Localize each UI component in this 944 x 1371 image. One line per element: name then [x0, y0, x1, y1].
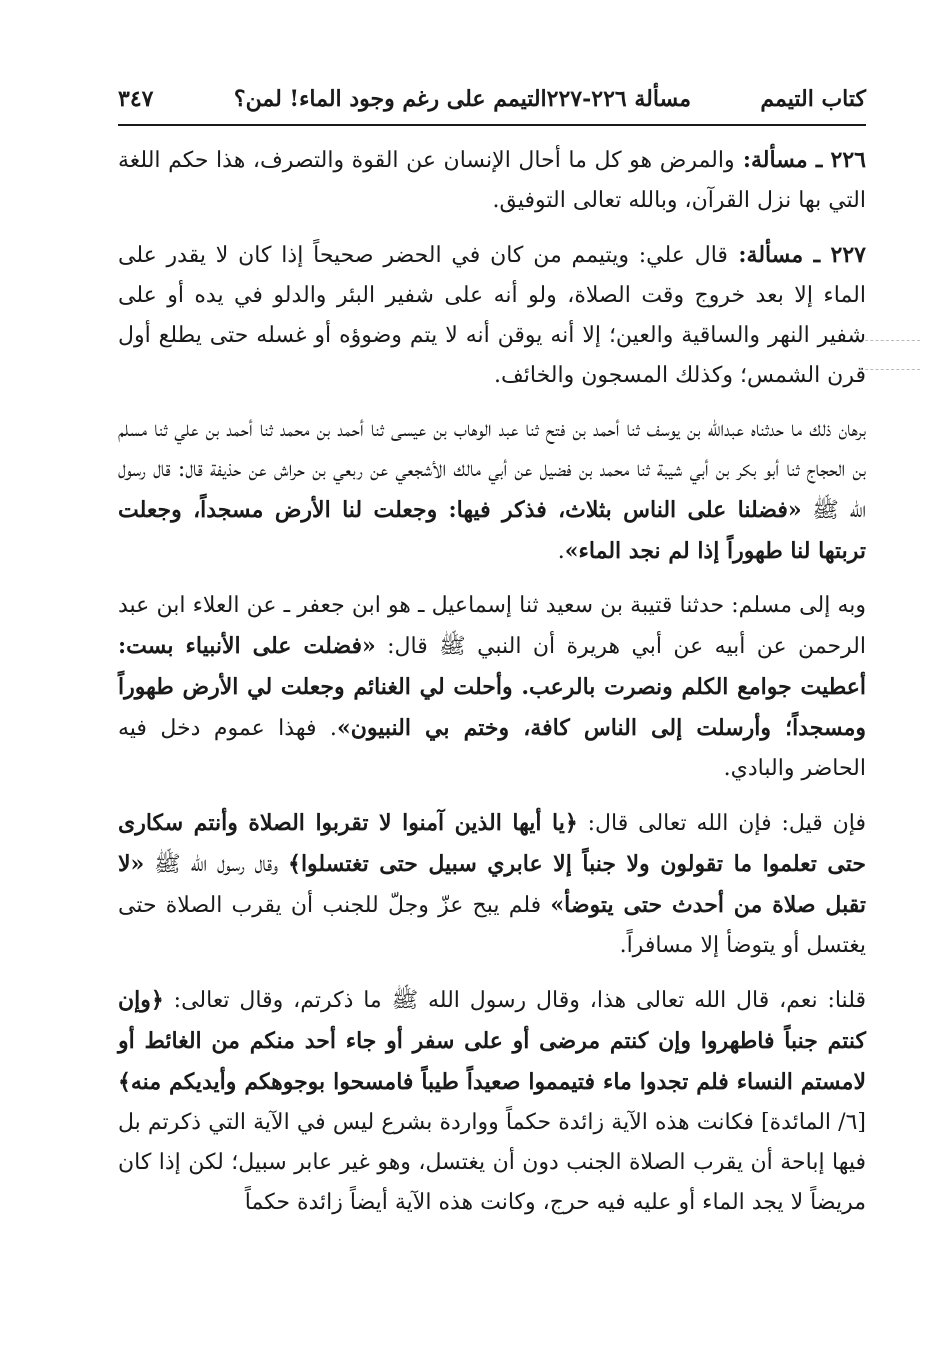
- paragraph: [118, 410, 866, 572]
- bold-text: ﴿وإن كنتم جنباً فاطهروا وإن كنتم مرضى أو على سفر أو جاء أحد منكم من الغائط أو لامستم النساء فلم تجدوا ماء فتيمموا صعيداً طيباً فامسحوا بوجوهكم وأيديكم منه﴾: [118, 987, 866, 1095]
- paragraph: [118, 803, 866, 966]
- bold-text: «فضلنا على الناس بثلاث، فذكر فيها: وجعلت لنا الأرض مسجداً، وجعلت تربتها لنا طهوراً إذا لم نجد الماء»: [118, 497, 866, 564]
- bold-text: ٢٢٧ ـ مسألة:: [727, 242, 866, 268]
- paragraph: [118, 140, 866, 221]
- margin-marks: [860, 340, 930, 398]
- bold-text: «فضلت على الأنبياء بست: أعطيت جوامع الكلم ونصرت بالرعب. وأحلت لي الغنائم وجعلت لي الأرض طهوراً ومسجداً؛ وأرسلت إلى الناس كافة، وختم بي النبيون»: [118, 633, 867, 741]
- text-run: .: [557, 539, 565, 564]
- text-run: فإن قيل: فإن الله تعالى قال:: [577, 811, 867, 836]
- document-body: [118, 140, 866, 1237]
- page-header: [118, 80, 866, 120]
- text-run: وبه إلى مسلم: حدثنا قتيبة بن سعيد ثنا إسماعيل ـ هو ابن جعفر ـ عن العلاء ابن عبد الرحمن عن أبيه عن أبي هريرة أن النبي ﷺ قال:: [118, 593, 866, 659]
- margin-mark: [860, 340, 920, 341]
- chapter-title: كتاب التيمم: [760, 86, 866, 112]
- section-title: مسألة ٢٢٦-٢٢٧التيمم على رغم وجود الماء! لمن؟: [233, 86, 691, 112]
- text-run: وقال رسول الله ﷺ: [144, 852, 289, 877]
- text-run: فلم يبح عزّ وجلّ للجنب أن يقرب الصلاة حتى يغتسل أو يتوضأ إلا مسافراً.: [118, 893, 866, 958]
- text-run: [٦/ المائدة] فكانت هذه الآية زائدة حكماً وواردة بشرع ليس في الآية التي ذكرتم بل فيها إباحة أن يقرب الصلاة الجنب دون أن يغتسل، وهو غير عابر سبيل؛ لكن إذا كان مريضاً لا يجد الماء أو عليه فيه حرج، وكانت هذه الآية أيضاً زائدة حكماً: [118, 1110, 867, 1215]
- paragraph: [118, 235, 866, 396]
- text-run: برهان ذلك ما حدثناه عبدالله بن يوسف ثنا أحمد بن فتح ثنا عبد الوهاب بن عيسى ثنا أحمد بن محمد ثنا أحمد بن علي ثنا مسلم بن الحجاج ثنا أبو بكر بن أبي شيبة ثنا محمد بن فضيل عن أبي مالك الأشجعي عن ربعي بن حراش عن حذيفة قال: قال رسول الله ﷺ: [118, 417, 866, 523]
- text-run: قال علي: ويتيمم من كان في الحضر صحيحاً إذا كان لا يقدر على الماء إلا بعد خروج وقت الصلاة، ولو أنه على شفير البئر والدلو في يده أو على شفير النهر والساقية والعين؛ إلا أنه يوقن أنه لا يتم وضوؤه أو غسله حتى يطلع أول قرن الشمس؛ وكذلك المسجون والخائف.: [118, 243, 866, 388]
- page-number: ٣٤٧: [118, 86, 154, 112]
- header-divider: [118, 124, 866, 126]
- text-run: . فهذا عموم دخل فيه الحاضر والبادي.: [118, 716, 866, 781]
- bold-text: ٢٢٦ ـ مسألة:: [734, 147, 866, 173]
- bold-text: ﴿يا أيها الذين آمنوا لا تقربوا الصلاة وأنتم سكارى حتى تعلموا ما تقولون ولا جنباً إلا عابري سبيل حتى تغتسلوا﴾: [118, 810, 866, 877]
- paragraph: [118, 586, 866, 789]
- text-run: قلنا: نعم، قال الله تعالى هذا، وقال رسول الله ﷺ ما ذكرتم، وقال تعالى:: [163, 988, 866, 1013]
- paragraph: [118, 980, 866, 1223]
- text-run: والمرض هو كل ما أحال الإنسان عن القوة والتصرف، هذا حكم اللغة التي بها نزل القرآن، وبالله تعالى التوفيق.: [118, 148, 866, 213]
- bold-text: «لا تقبل صلاة من أحدث حتى يتوضأ»: [118, 851, 866, 918]
- margin-mark: [860, 369, 920, 370]
